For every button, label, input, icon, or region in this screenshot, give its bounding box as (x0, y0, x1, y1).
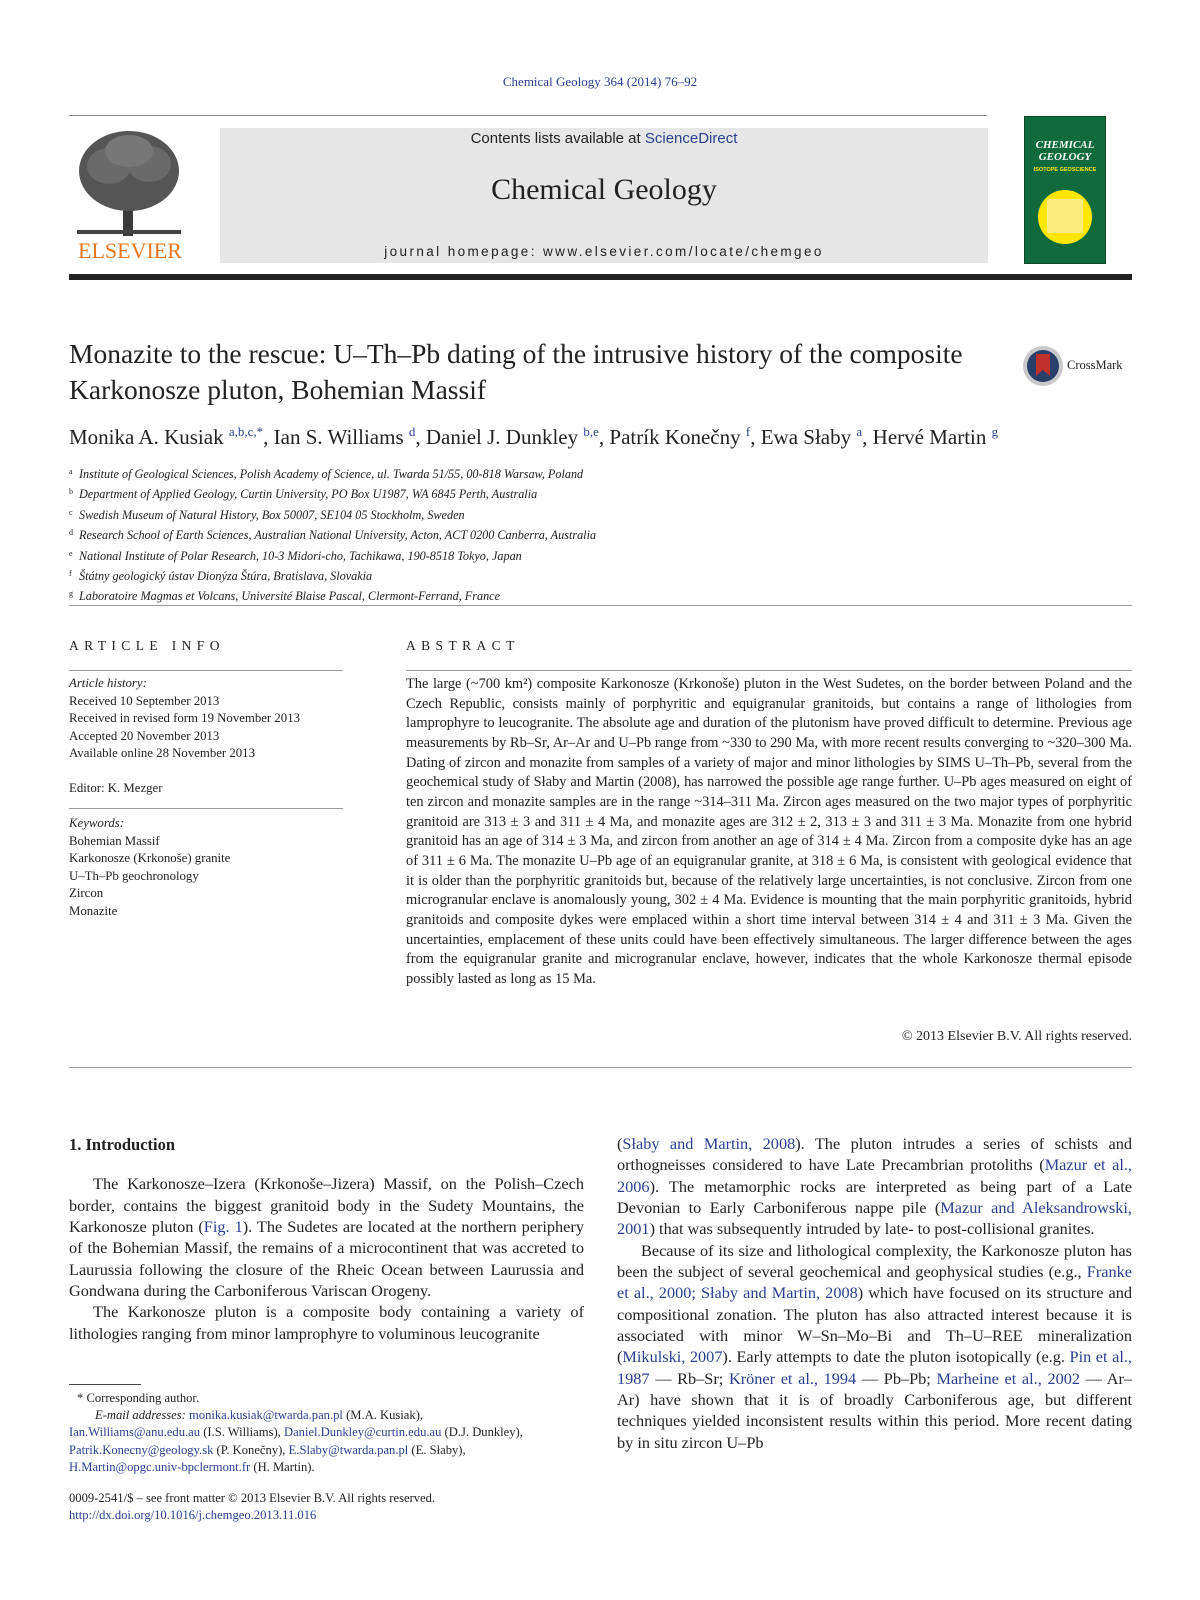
body-column-left (69, 1134, 584, 1344)
author-name: Ian S. Williams (273, 425, 404, 449)
author-name: Monika A. Kusiak (69, 425, 224, 449)
elsevier-wordmark: ELSEVIER (78, 238, 182, 262)
elsevier-logo[interactable] (69, 126, 191, 262)
author-affil-link[interactable]: d (408, 424, 416, 439)
cover-title: CHEMICAL GEOLOGY (1035, 139, 1095, 163)
paragraph: The Karkonosze–Izera (Krkonoše–Jizera) Massif, on the Polish–Czech border, contains the biggest granitoid body in the Sudety Mountains, the Karkonosze pluton (Fig. 1). The Sudetes are located at the northern periphery of the Bohemian Massif, the remains of a microcontinent that was accreted to Laurussia following the closure of the Rheic Ocean between Laurussia and Gondwana during the Carboniferous Variscan Orogeny. (69, 1174, 584, 1301)
affiliation-item: $^d$ Research School of Earth Sciences, Australian National University, Acton, ACT 0200 Canberra, Australia (69, 528, 597, 543)
journal-cover-thumbnail[interactable] (1024, 116, 1106, 264)
email-link[interactable]: E.Slaby@twarda.pan.pl (288, 1442, 409, 1457)
citation-link[interactable]: Pin et al., 1987 (617, 1347, 1133, 1388)
journal-name: Chemical Geology (491, 173, 717, 206)
email-link[interactable]: monika.kusiak@twarda.pan.pl (188, 1408, 343, 1423)
body-column-right (617, 1133, 1132, 1453)
email-link[interactable]: Ian.Williams@anu.edu.au (69, 1425, 201, 1440)
body-divider (69, 1067, 1132, 1068)
citation-link[interactable]: Marheine et al., 2002 (936, 1368, 1081, 1388)
email-link[interactable]: Daniel.Dunkley@curtin.edu.au (283, 1425, 442, 1440)
issn-line: 0009-2541/$ – see front matter © 2013 Elsevier B.V. All rights reserved. (69, 1491, 436, 1505)
history-label: Article history: (69, 676, 147, 690)
sciencedirect-link[interactable]: ScienceDirect (644, 130, 738, 147)
footer (69, 1490, 584, 1524)
editor: Editor: K. Mezger (69, 780, 163, 795)
citation-link[interactable]: Mazur and Aleksandrowski, 2001 (617, 1198, 1132, 1239)
keyword: Bohemian Massif (69, 833, 160, 848)
keywords-divider (69, 808, 343, 809)
header-thick-divider (69, 274, 1132, 280)
affiliation-item: $^c$ Swedish Museum of Natural History, Box 50007, SE104 05 Stockholm, Sweden (69, 507, 465, 522)
journal-reference-link[interactable]: Chemical Geology 364 (2014) 76–92 (502, 74, 698, 89)
abstract-copyright: © 2013 Elsevier B.V. All rights reserved. (901, 1029, 1132, 1044)
contents-prefix: Contents lists available at (470, 130, 645, 147)
cover-subtitle: ISOTOPE GEOSCIENCE (1033, 167, 1097, 173)
journal-homepage[interactable]: journal homepage: www.elsevier.com/locate/chemgeo (384, 244, 824, 259)
accepted-date: Accepted 20 November 2013 (69, 728, 220, 743)
author-list: Monika A. Kusiak $^{a,b,c,*}$, Ian S. Williams $^d$, Daniel J. Dunkley $^{b,e}$, Patrík Konečny $^f$, Ewa Słaby $^a$, Hervé Martin $^g$ (69, 424, 999, 449)
citation-link[interactable]: Mikulski, 2007 (622, 1347, 723, 1367)
citation-link[interactable]: Mazur et al., 2006 (617, 1155, 1132, 1196)
affiliation-item: $^g$ Laboratoire Magmas et Volcans, Université Blaise Pascal, Clermont-Ferrand, France (69, 589, 500, 604)
author-affil-link[interactable]: g (991, 424, 999, 439)
section-heading: 1. Introduction (69, 1135, 176, 1154)
revised-date: Received in revised form 19 November 2013 (69, 711, 300, 726)
article-info-divider (69, 670, 343, 671)
crossmark-label: CrossMark (1067, 358, 1123, 372)
email-link[interactable]: H.Martin@opgc.univ-bpclermont.fr (69, 1459, 251, 1474)
received-date: Received 10 September 2013 (69, 693, 220, 708)
affiliation-item: $^e$ National Institute of Polar Research, 10-3 Midori-cho, Tachikawa, 190-8518 Tokyo, Japan (69, 548, 522, 563)
author-affil-link[interactable]: a,b,c,* (228, 424, 264, 439)
citation-link[interactable]: Słaby and Martin, 2008 (622, 1134, 796, 1153)
article-info-heading: ARTICLE INFO (69, 638, 225, 653)
corresponding-note: * Corresponding author. (77, 1391, 200, 1405)
contents-line (220, 130, 988, 147)
author-affil-link[interactable]: f (745, 424, 751, 439)
article-history (69, 675, 349, 798)
paragraph: Because of its size and lithological complexity, the Karkonosze pluton has been the subject of several geochemical and geophysical studies (e.g., Franke et al., 2000; Słaby and Martin, 2008) which have focused on its structure and compositional zonation. The pluton has also attracted interest because it is associated with minor W–Sn–Mo–Bi and Th–U–REE mineralization (Mikulski, 2007). Early attempts to date the pluton isotopically (e.g. Pin et al., 1987 — Rb–Sr; Kröner et al., 1994 — Pb–Pb; Marheine et al., 2002 — Ar–Ar) have shown that it is of broadly Carboniferous age, but different techniques yielded inconsistent results within this period. More recent dating by in situ zircon U–Pb (617, 1240, 1133, 1452)
keyword: Zircon (69, 886, 104, 901)
abstract-text: The large (~700 km²) composite Karkonosze (Krkonoše) pluton in the West Sudetes, on the border between Poland and the Czech Republic, consists mainly of porphyritic and equigranular granitoids, but contains a range of lithologies from lamprophyre to leucogranite. The absolute age and duration of the plutonism have proved difficult to determine. Previous age measurements by Rb–Sr, Ar–Ar and U–Pb range from ~330 to 290 Ma, with more recent results converging to ~320–300 Ma. Dating of zircon and monazite from samples of a variety of major and minor lithologies by SIMS U–Th–Pb, several from the geochemical study of Słaby and Martin (2008), has narrowed the possible age range further. U–Pb ages measured on eight of ten zircon and monazite samples are in the range ~314–311 Ma. Zircon ages measured on the two major types of porphyritic granitoid are 313 ± 3 and 311 ± 4 Ma, and monazite ages are 312 ± 2, 313 ± 3 and 311 ± 3 Ma. Monazite from one hybrid granitoid has an age of 314 ± 3 Ma, and zircon from another an age of 314 ± 4 Ma. Zircon from a composite dyke has an age of 311 ± 6 Ma. The monazite U–Pb age of an equigranular granite, at 318 ± 6 Ma, is consistent with geological evidence that it is older than the porphyritic granitoids but, because of the relatively large uncertainties, is not conclusive. Zircon from one microgranular enclave is anomalously young, 302 ± 4 Ma. Evidence is mounting that the main porphyritic granitoids, hybrid granitoids and composite dykes were emplaced within a short time interval between 314 ± 4 and 311 ± 3 Ma. Given the uncertainties, emplacement of these units could have been effectively simultaneous. The larger difference between the ages from the equigranular granite and microgranular enclave, however, indicates that the whole Karkonosze thermal episode possibly lasted as long as 15 Ma. (406, 676, 1132, 987)
paragraph: (Słaby and Martin, 2008). The pluton intrudes a series of schists and orthogneisses considered to have Late Precambrian protoliths (Mazur et al., 2006). The metamorphic rocks are interpreted as being part of a Late Devonian to Early Carboniferous nappe pile (Mazur and Aleksandrowski, 2001) that was subsequently intruded by late- to post-collisional granites. (617, 1134, 1132, 1239)
author-name: Daniel J. Dunkley (425, 425, 579, 449)
figure-link[interactable]: Fig. 1 (203, 1217, 243, 1237)
doi-link[interactable]: http://dx.doi.org/10.1016/j.chemgeo.2013.11.016 (69, 1508, 317, 1523)
abstract-divider (406, 670, 1132, 671)
affiliation-item: $^f$ Štátny geologický ústav Dionýza Štúra, Bratislava, Slovakia (69, 569, 373, 584)
keyword: Karkonosze (Krkonoše) granite (69, 851, 231, 866)
author-name: Hervé Martin (872, 425, 987, 449)
section-divider (69, 605, 1132, 606)
online-date: Available online 28 November 2013 (69, 746, 255, 761)
keywords-label: Keywords: (69, 816, 124, 830)
keyword: U–Th–Pb geochronology (69, 868, 199, 883)
citation-link[interactable]: Franke et al., 2000; Słaby and Martin, 2008 (617, 1262, 1132, 1303)
author-affil-link[interactable]: a (856, 424, 863, 439)
article-title: Monazite to the rescue: U–Th–Pb dating of the intrusive history of the composite Karkonosze pluton, Bohemian Massif (69, 338, 963, 405)
affiliation-item: $^b$ Department of Applied Geology, Curtin University, PO Box U1987, WA 6845 Perth, Australia (69, 487, 538, 502)
author-name: Ewa Słaby (760, 425, 852, 449)
citation-link[interactable]: Kröner et al., 1994 (728, 1368, 857, 1388)
affiliation-list (69, 463, 969, 606)
footnote: * Corresponding author. E-mail addresses: monika.kusiak@twarda.pan.pl (M.A. Kusiak), Ian.Williams@anu.edu.au (I.S. Williams), Daniel.Dunkley@curtin.edu.au (D.J. Dunkley), Patrik.Konecny@geology.sk (P. Konečny), E.Slaby@twarda.pan.pl (E. Słaby), H.Martin@opgc.univ-bpclermont.fr (H. Martin). (69, 1390, 584, 1476)
footnote-divider (69, 1384, 141, 1385)
top-divider (69, 115, 987, 116)
crossmark-icon (1022, 344, 1064, 388)
abstract-heading: ABSTRACT (406, 638, 520, 653)
affiliation-item: $^a$ Institute of Geological Sciences, Polish Academy of Science, ul. Twarda 51/55, 00-818 Warsaw, Poland (69, 467, 584, 481)
email-link[interactable]: Patrik.Konecny@geology.sk (69, 1442, 214, 1457)
email-label: E-mail addresses: (95, 1408, 186, 1423)
crossmark-badge[interactable] (1022, 344, 1142, 388)
paragraph: The Karkonosze pluton is a composite body containing a variety of lithologies ranging from minor lamprophyre to voluminous leucogranite (69, 1302, 584, 1343)
author-affil-link[interactable]: b,e (583, 424, 599, 439)
keyword: Monazite (69, 903, 118, 918)
keywords-list (69, 815, 349, 921)
author-name: Patrík Konečny (609, 425, 741, 449)
